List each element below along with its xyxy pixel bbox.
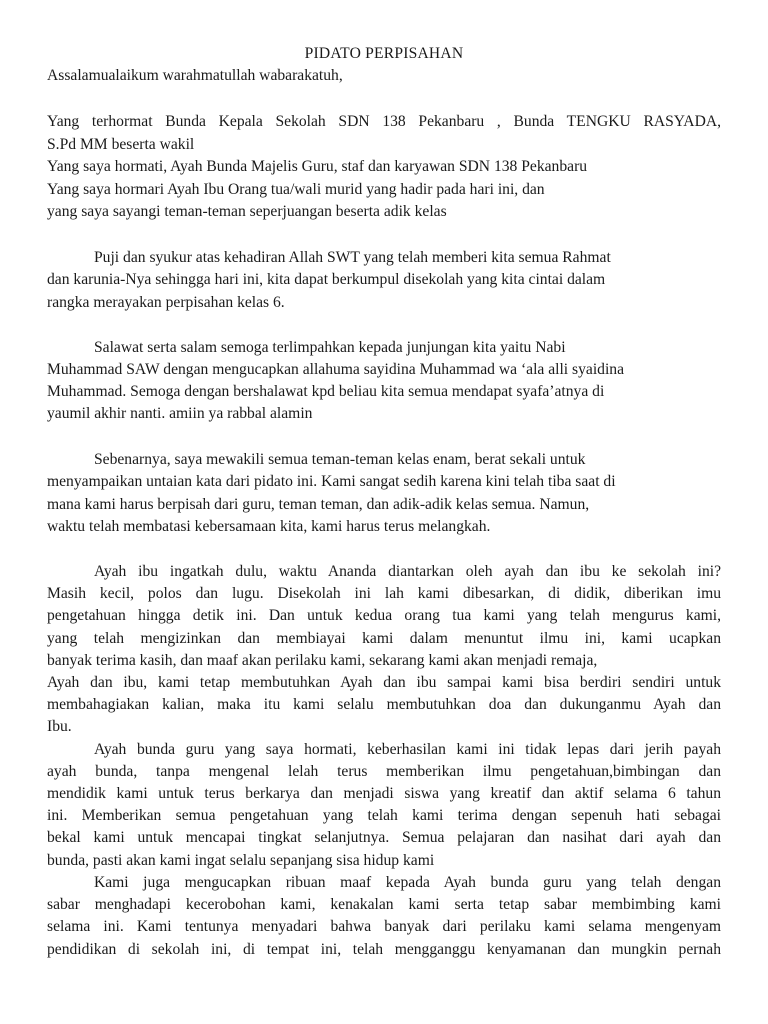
paragraph-line: mana kami harus berpisah dari guru, teman teman, dan adik-adik kelas semua. Namun, bbox=[47, 496, 590, 513]
paragraph-line: Ayah dan ibu, kami tetap membutuhkan Ayah dan ibu sampai kami bisa berdiri sendiri untuk bbox=[47, 674, 721, 691]
salutation-line: Yang saya hormari Ayah Ibu Orang tua/wali murid yang hadir pada hari ini, dan bbox=[47, 181, 545, 198]
salutation-line: Yang terhormat Bunda Kepala Sekolah SDN 138 Pekanbaru , Bunda TENGKU RASYADA, bbox=[47, 113, 721, 130]
paragraph-line: bekal kami untuk mencapai tingkat selanjutnya. Semua pelajaran dan nasihat dari ayah dan bbox=[47, 829, 721, 846]
paragraph-line: menyampaikan untaian kata dari pidato ini. Kami sangat sedih karena kini telah tiba saat di bbox=[47, 473, 616, 490]
paragraph-line: Muhammad SAW dengan mengucapkan allahuma sayidina Muhammad wa ‘ala alli syaidina bbox=[47, 361, 624, 378]
greeting-line: Assalamualaikum warahmatullah wabarakatuh, bbox=[47, 67, 343, 84]
paragraph-line: Masih kecil, polos dan lugu. Disekolah ini lah kami dibesarkan, di didik, diberikan imu bbox=[47, 585, 721, 602]
paragraph-line: bunda, pasti akan kami ingat selalu sepanjang sisa hidup kami bbox=[47, 852, 435, 869]
paragraph-line: ini. Memberikan semua pengetahuan yang telah kami terima dengan sepenuh hati sebagai bbox=[47, 807, 721, 824]
paragraph-line: Ayah ibu ingatkah dulu, waktu Ananda diantarkan oleh ayah dan ibu ke sekolah ini? bbox=[94, 563, 721, 580]
document-title: PIDATO PERPISAHAN bbox=[304, 45, 464, 62]
paragraph-line: Muhammad. Semoga dengan bershalawat kpd beliau kita semua mendapat syafa’atnya di bbox=[47, 383, 605, 400]
paragraph-line: mendidik kami untuk terus berkarya dan menjadi siswa yang kreatif dan aktif selama 6 tahun bbox=[47, 785, 721, 802]
paragraph-line: ayah bunda, tanpa mengenal lelah terus memberikan ilmu pengetahuan,bimbingan dan bbox=[47, 763, 721, 780]
paragraph-line: Puji dan syukur atas kehadiran Allah SWT yang telah memberi kita semua Rahmat bbox=[94, 249, 611, 266]
salutation-line: yang saya sayangi teman-teman seperjuangan beserta adik kelas bbox=[47, 203, 447, 220]
paragraph-line: pengetahuan hingga detik ini. Dan untuk kedua orang tua kami yang telah mengurus kami, bbox=[47, 607, 721, 624]
paragraph-line: waktu telah membatasi kebersamaan kita, kami harus terus melangkah. bbox=[47, 518, 491, 535]
paragraph-line: Kami juga mengucapkan ribuan maaf kepada Ayah bunda guru yang telah dengan bbox=[94, 874, 721, 891]
paragraph-line: rangka merayakan perpisahan kelas 6. bbox=[47, 294, 285, 311]
paragraph-line: pendidikan di sekolah ini, di tempat ini, telah mengganggu kenyamanan dan mungkin pernah bbox=[47, 941, 721, 958]
paragraph-line: yaumil akhir nanti. amiin ya rabbal alamin bbox=[47, 405, 313, 422]
paragraph-line: Ayah bunda guru yang saya hormati, keberhasilan kami ini tidak lepas dari jerih payah bbox=[94, 741, 721, 758]
paragraph-line: yang telah mengizinkan dan membiayai kami dalam menuntut ilmu ini, kami ucapkan bbox=[47, 630, 721, 647]
paragraph-line: Sebenarnya, saya mewakili semua teman-teman kelas enam, berat sekali untuk bbox=[94, 451, 586, 468]
salutation-line: S.Pd MM beserta wakil bbox=[47, 136, 195, 153]
paragraph-line: dan karunia-Nya sehingga hari ini, kita dapat berkumpul disekolah yang kita cintai dalam bbox=[47, 271, 606, 288]
paragraph-line: membahagiakan kalian, maka itu kami selalu membutuhkan doa dan dukunganmu Ayah dan bbox=[47, 696, 721, 713]
paragraph-line: Salawat serta salam semoga terlimpahkan kepada junjungan kita yaitu Nabi bbox=[94, 339, 566, 356]
paragraph-line: Ibu. bbox=[47, 718, 72, 735]
salutation-line: Yang saya hormati, Ayah Bunda Majelis Guru, staf dan karyawan SDN 138 Pekanbaru bbox=[47, 158, 588, 175]
paragraph-line: banyak terima kasih, dan maaf akan perilaku kami, sekarang kami akan menjadi remaja, bbox=[47, 652, 598, 669]
paragraph-line: selama ini. Kami tentunya menyadari bahwa banyak dari perilaku kami selama mengenyam bbox=[47, 918, 721, 935]
paragraph-line: sabar menghadapi kecerobohan kami, kenakalan kami serta tetap sabar membimbing kami bbox=[47, 896, 721, 913]
